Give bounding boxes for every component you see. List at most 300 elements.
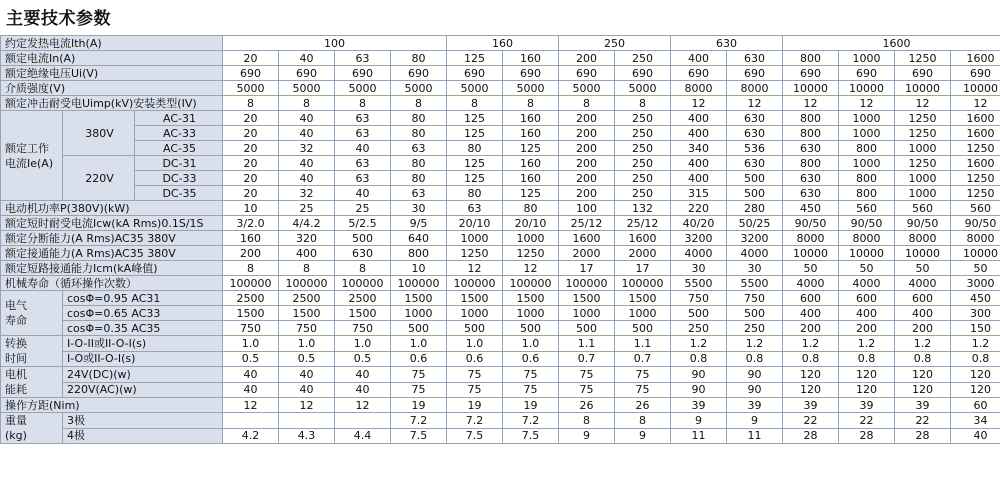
value-cell: 630	[783, 171, 839, 186]
value-cell: 1600	[559, 231, 615, 246]
value-cell: 40	[279, 156, 335, 171]
row-label: 额定分断能力(A Rms)AC35 380V	[1, 231, 223, 246]
value-cell: 500	[559, 321, 615, 336]
row-label: 额定绝缘电压Ui(V)	[1, 66, 223, 81]
value-cell: 1600	[951, 51, 1000, 66]
group-label-line: 电气	[5, 299, 27, 312]
value-cell: 2500	[279, 291, 335, 306]
value-cell: 50	[783, 261, 839, 276]
group-label-line: 时间	[5, 352, 27, 365]
value-cell: 1000	[895, 141, 951, 156]
value-cell: 400	[671, 156, 727, 171]
value-cell: 690	[335, 66, 391, 81]
value-cell: 28	[783, 428, 839, 444]
value-cell: 50	[839, 261, 895, 276]
value-cell: 750	[223, 321, 279, 336]
value-cell: 80	[391, 156, 447, 171]
value-cell: 400	[671, 111, 727, 126]
table-row	[1, 413, 1000, 429]
value-cell: 40	[279, 382, 335, 398]
value-cell: 63	[391, 141, 447, 156]
value-cell: 40	[279, 367, 335, 383]
value-cell: 12	[895, 96, 951, 111]
value-cell: 28	[839, 428, 895, 444]
value-cell: 8	[223, 261, 279, 276]
value-cell: 28	[895, 428, 951, 444]
table-row	[1, 156, 1000, 171]
switch-time-label	[1, 336, 63, 367]
value-cell: 39	[727, 398, 783, 413]
value-cell: 10000	[783, 246, 839, 261]
value-cell: 4.2	[223, 428, 279, 444]
group-label-line: 转换	[5, 337, 27, 350]
value-cell: 250	[615, 126, 671, 141]
table-row	[1, 66, 1000, 81]
value-cell: 11	[727, 428, 783, 444]
value-cell: 12	[279, 398, 335, 413]
value-cell: 1000	[559, 306, 615, 321]
value-cell: 0.8	[783, 351, 839, 367]
value-cell: 10000	[783, 81, 839, 96]
value-cell: 2000	[615, 246, 671, 261]
value-cell: 450	[951, 291, 1000, 306]
value-cell: 630	[783, 186, 839, 201]
value-cell: 20	[223, 186, 279, 201]
value-cell: 750	[335, 321, 391, 336]
value-cell: 20	[223, 141, 279, 156]
value-cell: 3000	[951, 276, 1000, 291]
value-cell: 1500	[391, 291, 447, 306]
value-cell: 125	[447, 51, 503, 66]
row-label: 额定冲击耐受电Uimp(kV)安装类型(IV)	[1, 96, 223, 111]
value-cell: 5000	[503, 81, 559, 96]
value-cell: 9	[671, 413, 727, 429]
value-cell: 300	[951, 306, 1000, 321]
value-cell: 90	[727, 367, 783, 383]
page-title: 主要技术参数	[6, 9, 111, 29]
value-cell: 1.0	[223, 336, 279, 352]
value-cell: 1000	[839, 126, 895, 141]
value-cell: 10000	[895, 81, 951, 96]
value-cell: 17	[559, 261, 615, 276]
value-cell: 25	[279, 201, 335, 216]
value-cell: 5000	[391, 81, 447, 96]
value-cell: 63	[335, 156, 391, 171]
table-row	[1, 261, 1000, 276]
value-cell: 20	[223, 171, 279, 186]
value-cell: 0.6	[447, 351, 503, 367]
group-label-line: 重量	[5, 414, 27, 427]
value-cell: 4000	[895, 276, 951, 291]
value-cell: 32	[279, 141, 335, 156]
value-cell: 8000	[895, 231, 951, 246]
value-cell: 690	[279, 66, 335, 81]
value-cell: 0.5	[335, 351, 391, 367]
table-row	[1, 291, 1000, 306]
value-cell: 120	[895, 382, 951, 398]
value-cell: 690	[559, 66, 615, 81]
value-cell: 8000	[951, 231, 1000, 246]
value-cell: 120	[783, 367, 839, 383]
value-cell: 200	[559, 156, 615, 171]
value-cell: 8	[391, 96, 447, 111]
value-cell: 1250	[951, 171, 1000, 186]
value-cell: 80	[391, 126, 447, 141]
value-cell: 200	[895, 321, 951, 336]
table-row	[1, 367, 1000, 383]
table-row	[1, 321, 1000, 336]
value-cell: 500	[671, 306, 727, 321]
value-cell: 1500	[447, 291, 503, 306]
value-cell: 1.0	[391, 336, 447, 352]
value-cell: 39	[895, 398, 951, 413]
value-cell: 100	[559, 201, 615, 216]
value-cell: 450	[783, 201, 839, 216]
value-cell: 10000	[951, 81, 1000, 96]
category-label: DC-33	[135, 171, 223, 186]
value-cell: 1000	[839, 156, 895, 171]
value-cell: 22	[783, 413, 839, 429]
table-row	[1, 246, 1000, 261]
table-row	[1, 216, 1000, 231]
value-cell: 1250	[951, 141, 1000, 156]
row-label: 介质强度(V)	[1, 81, 223, 96]
value-cell: 0.6	[503, 351, 559, 367]
value-cell: 150	[951, 321, 1000, 336]
value-cell: 75	[447, 382, 503, 398]
value-cell: 1250	[895, 51, 951, 66]
value-cell: 500	[391, 321, 447, 336]
value-cell: 1250	[895, 111, 951, 126]
group-label-line: 能耗	[5, 383, 27, 396]
value-cell: 280	[727, 201, 783, 216]
frame-size-cell: 1600	[783, 36, 1000, 51]
voltage-label: 220V	[63, 156, 135, 201]
value-cell: 600	[895, 291, 951, 306]
value-cell: 60	[951, 398, 1000, 413]
value-cell: 5000	[559, 81, 615, 96]
value-cell: 160	[223, 231, 279, 246]
value-cell: 1.0	[503, 336, 559, 352]
electrical-life-label	[1, 291, 63, 336]
value-cell: 4.3	[279, 428, 335, 444]
table-row	[1, 428, 1000, 444]
table-row	[1, 398, 1000, 413]
value-cell: 1000	[503, 306, 559, 321]
value-cell: 690	[671, 66, 727, 81]
value-cell: 1250	[895, 156, 951, 171]
value-cell: 39	[671, 398, 727, 413]
value-cell: 12	[335, 398, 391, 413]
frame-size-cell: 250	[559, 36, 671, 51]
condition-label: I-O-II或II-O-I(s)	[63, 336, 223, 352]
value-cell: 20	[223, 111, 279, 126]
value-cell: 3200	[727, 231, 783, 246]
value-cell: 750	[279, 321, 335, 336]
value-cell: 160	[503, 111, 559, 126]
value-cell: 1600	[951, 156, 1000, 171]
value-cell: 1600	[951, 111, 1000, 126]
value-cell: 0.7	[615, 351, 671, 367]
value-cell: 800	[783, 111, 839, 126]
motor-power-label	[1, 367, 63, 398]
value-cell: 1500	[223, 306, 279, 321]
value-cell: 8	[615, 96, 671, 111]
row-label: 额定短路接通能力Icm(kA峰值)	[1, 261, 223, 276]
value-cell: 250	[615, 141, 671, 156]
table-row	[1, 171, 1000, 186]
table-row	[1, 126, 1000, 141]
row-label: 机械寿命（循环操作次数）	[1, 276, 223, 291]
value-cell: 200	[559, 126, 615, 141]
value-cell: 75	[503, 382, 559, 398]
value-cell: 690	[391, 66, 447, 81]
value-cell: 4/4.2	[279, 216, 335, 231]
value-cell: 200	[559, 186, 615, 201]
value-cell: 690	[727, 66, 783, 81]
value-cell: 600	[839, 291, 895, 306]
value-cell: 250	[671, 321, 727, 336]
value-cell: 200	[559, 51, 615, 66]
value-cell: 80	[503, 201, 559, 216]
value-cell: 19	[391, 398, 447, 413]
value-cell: 9	[615, 428, 671, 444]
value-cell: 12	[951, 96, 1000, 111]
value-cell: 20	[223, 156, 279, 171]
value-cell: 39	[839, 398, 895, 413]
value-cell: 90	[727, 382, 783, 398]
value-cell: 25/12	[615, 216, 671, 231]
value-cell: 1250	[447, 246, 503, 261]
value-cell: 8	[279, 261, 335, 276]
group-label-line: 电流Ie(A)	[5, 156, 54, 170]
value-cell: 690	[839, 66, 895, 81]
value-cell: 4000	[671, 246, 727, 261]
value-cell: 7.2	[503, 413, 559, 429]
value-cell: 125	[503, 141, 559, 156]
value-cell: 40	[223, 367, 279, 383]
value-cell: 22	[839, 413, 895, 429]
value-cell: 1250	[503, 246, 559, 261]
value-cell: 12	[839, 96, 895, 111]
table-row	[1, 351, 1000, 367]
value-cell: 40	[279, 111, 335, 126]
value-cell: 75	[447, 367, 503, 383]
value-cell: 125	[447, 171, 503, 186]
value-cell: 400	[279, 246, 335, 261]
value-cell: 800	[839, 141, 895, 156]
value-cell: 100000	[335, 276, 391, 291]
value-cell: 250	[615, 51, 671, 66]
value-cell: 90	[671, 382, 727, 398]
value-cell: 10	[223, 201, 279, 216]
value-cell: 0.8	[727, 351, 783, 367]
row-label: 额定接通能力(A Rms)AC35 380V	[1, 246, 223, 261]
value-cell: 120	[783, 382, 839, 398]
value-cell: 132	[615, 201, 671, 216]
value-cell: 630	[335, 246, 391, 261]
value-cell: 1.2	[783, 336, 839, 352]
table-row	[1, 382, 1000, 398]
value-cell: 600	[783, 291, 839, 306]
value-cell: 800	[783, 51, 839, 66]
value-cell: 120	[839, 367, 895, 383]
value-cell: 800	[391, 246, 447, 261]
value-cell: 80	[447, 186, 503, 201]
value-cell: 315	[671, 186, 727, 201]
value-cell: 8	[447, 96, 503, 111]
value-cell: 90	[671, 367, 727, 383]
value-cell: 1500	[503, 291, 559, 306]
value-cell: 19	[447, 398, 503, 413]
condition-label: 24V(DC)(w)	[63, 367, 223, 383]
value-cell: 30	[671, 261, 727, 276]
group-label	[1, 111, 63, 201]
value-cell: 800	[839, 186, 895, 201]
row-label: 额定短时耐受电流Icw(kA Rms)0.1S/1S	[1, 216, 223, 231]
value-cell: 400	[671, 126, 727, 141]
value-cell: 500	[335, 231, 391, 246]
value-cell: 690	[503, 66, 559, 81]
category-label: DC-31	[135, 156, 223, 171]
value-cell: 630	[783, 141, 839, 156]
value-cell: 75	[559, 367, 615, 383]
value-cell: 8	[335, 261, 391, 276]
value-cell: 800	[783, 156, 839, 171]
value-cell: 100000	[447, 276, 503, 291]
value-cell: 160	[503, 171, 559, 186]
value-cell: 1000	[895, 186, 951, 201]
condition-label: 220V(AC)(w)	[63, 382, 223, 398]
value-cell: 200	[559, 141, 615, 156]
group-label-line: (kg)	[5, 429, 27, 442]
value-cell: 5000	[223, 81, 279, 96]
value-cell: 1.0	[335, 336, 391, 352]
value-cell: 1600	[615, 231, 671, 246]
value-cell: 560	[951, 201, 1000, 216]
value-cell: 5/2.5	[335, 216, 391, 231]
value-cell: 120	[951, 367, 1000, 383]
value-cell: 160	[503, 51, 559, 66]
value-cell: 7.5	[391, 428, 447, 444]
value-cell: 30	[391, 201, 447, 216]
value-cell: 4000	[839, 276, 895, 291]
value-cell: 750	[727, 291, 783, 306]
category-label: AC-33	[135, 126, 223, 141]
value-cell: 200	[559, 111, 615, 126]
value-cell: 400	[671, 51, 727, 66]
value-cell: 800	[783, 126, 839, 141]
value-cell: 50	[895, 261, 951, 276]
value-cell: 0.7	[559, 351, 615, 367]
value-cell: 250	[727, 321, 783, 336]
value-cell: 80	[391, 171, 447, 186]
value-cell: 220	[671, 201, 727, 216]
value-cell: 4000	[727, 246, 783, 261]
value-cell	[335, 413, 391, 429]
value-cell: 690	[895, 66, 951, 81]
value-cell: 63	[391, 186, 447, 201]
value-cell: 630	[727, 111, 783, 126]
value-cell: 690	[447, 66, 503, 81]
value-cell: 1.0	[447, 336, 503, 352]
value-cell: 500	[727, 306, 783, 321]
value-cell: 75	[615, 367, 671, 383]
table-row	[1, 231, 1000, 246]
value-cell: 22	[895, 413, 951, 429]
value-cell: 800	[839, 171, 895, 186]
table-row	[1, 141, 1000, 156]
value-cell: 500	[503, 321, 559, 336]
value-cell: 630	[727, 126, 783, 141]
value-cell: 100000	[223, 276, 279, 291]
value-cell	[279, 413, 335, 429]
value-cell: 40	[335, 382, 391, 398]
value-cell: 1.0	[279, 336, 335, 352]
value-cell: 1.1	[559, 336, 615, 352]
value-cell: 5500	[671, 276, 727, 291]
value-cell: 25/12	[559, 216, 615, 231]
value-cell: 500	[447, 321, 503, 336]
table-row	[1, 186, 1000, 201]
group-label-line: 电机	[5, 368, 27, 381]
value-cell: 250	[615, 186, 671, 201]
value-cell: 11	[671, 428, 727, 444]
value-cell: 0.8	[671, 351, 727, 367]
value-cell: 80	[447, 141, 503, 156]
value-cell: 1000	[895, 171, 951, 186]
value-cell: 400	[671, 171, 727, 186]
value-cell: 8	[335, 96, 391, 111]
category-label: AC-31	[135, 111, 223, 126]
value-cell: 12	[223, 398, 279, 413]
value-cell: 17	[615, 261, 671, 276]
value-cell: 560	[839, 201, 895, 216]
value-cell: 63	[335, 126, 391, 141]
group-label-line: 寿命	[5, 314, 27, 327]
value-cell: 8	[279, 96, 335, 111]
category-label: DC-35	[135, 186, 223, 201]
value-cell: 690	[951, 66, 1000, 81]
value-cell: 200	[223, 246, 279, 261]
value-cell: 200	[783, 321, 839, 336]
value-cell: 40	[279, 126, 335, 141]
value-cell: 4.4	[335, 428, 391, 444]
value-cell: 90/50	[783, 216, 839, 231]
value-cell: 7.5	[503, 428, 559, 444]
value-cell: 5000	[447, 81, 503, 96]
value-cell: 100000	[391, 276, 447, 291]
value-cell: 1500	[559, 291, 615, 306]
value-cell: 1000	[391, 306, 447, 321]
value-cell: 1.2	[895, 336, 951, 352]
value-cell: 9	[559, 428, 615, 444]
value-cell: 160	[503, 126, 559, 141]
value-cell: 9/5	[391, 216, 447, 231]
value-cell: 1000	[503, 231, 559, 246]
value-cell: 26	[615, 398, 671, 413]
value-cell: 5500	[727, 276, 783, 291]
value-cell: 12	[447, 261, 503, 276]
row-label: 额定电流In(A)	[1, 51, 223, 66]
value-cell: 160	[503, 156, 559, 171]
value-cell: 80	[391, 111, 447, 126]
value-cell: 7.5	[447, 428, 503, 444]
value-cell: 1000	[615, 306, 671, 321]
value-cell: 536	[727, 141, 783, 156]
value-cell: 100000	[503, 276, 559, 291]
value-cell: 100000	[559, 276, 615, 291]
